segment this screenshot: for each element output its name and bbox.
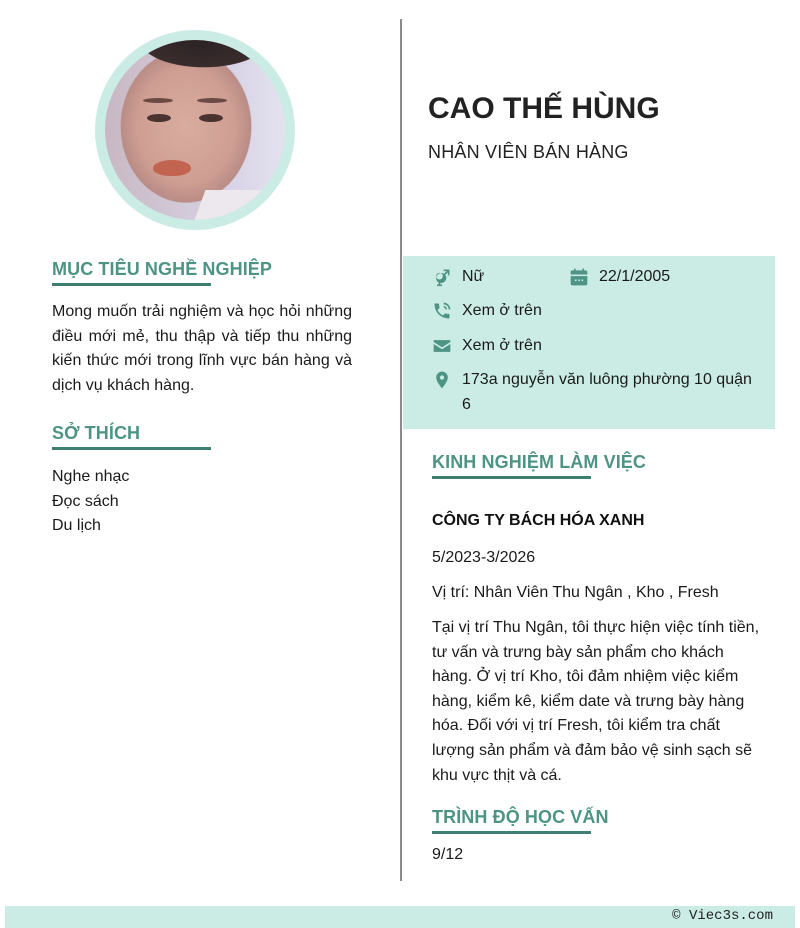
- hobby-item: Du lịch: [52, 517, 101, 535]
- location-pin-icon: [432, 370, 452, 390]
- column-divider: [400, 19, 402, 881]
- hobby-item: Đọc sách: [52, 492, 119, 510]
- birthday-value: 22/1/2005: [599, 268, 671, 285]
- avatar-hair: [105, 40, 285, 100]
- address-value: 173a nguyễn văn luông phường 10 quận 6: [462, 371, 752, 413]
- experience-title: KINH NGHIỆM LÀM VIỆC: [432, 452, 647, 472]
- education-text: 9/12: [432, 846, 464, 863]
- address-row: [432, 368, 752, 417]
- gender-icon: [432, 267, 452, 287]
- education-title: TRÌNH ĐỘ HỌC VẤN: [432, 807, 609, 827]
- job-period: 5/2023-3/2026: [432, 549, 536, 566]
- avatar-eye: [147, 114, 171, 122]
- job-position: Vị trí: Nhân Viên Thu Ngân , Kho , Fresh: [432, 584, 719, 601]
- objective-text: Mong muốn trải nghiệm và học hỏi những điều mới mẻ, thu thập và tiếp thu những kiến thức mới trong lĩnh vực bán hàng và dịch vụ khách hàng.: [52, 303, 352, 394]
- experience-underline: [432, 476, 591, 479]
- phone-value: Xem ở trên: [462, 302, 542, 319]
- objective-title: MỤC TIÊU NGHỀ NGHIỆP: [52, 259, 273, 279]
- candidate-name: CAO THẾ HÙNG: [428, 92, 660, 125]
- email-icon: [432, 336, 452, 356]
- hobbies-underline: [52, 447, 211, 450]
- hobby-item: Nghe nhạc: [52, 468, 130, 485]
- gender-row: [432, 265, 484, 290]
- company-name: CÔNG TY BÁCH HÓA XANH: [432, 512, 645, 529]
- avatar-brow: [197, 98, 227, 103]
- avatar-collar: [195, 190, 285, 220]
- objective-underline: [52, 283, 211, 286]
- hobbies-title: SỞ THÍCH: [52, 423, 141, 443]
- email-value: Xem ở trên: [462, 337, 542, 354]
- gender-value: Nữ: [462, 268, 485, 285]
- avatar-eye: [199, 114, 223, 122]
- footer-copyright: © Viec3s.com: [672, 908, 773, 924]
- education-underline: [432, 831, 591, 834]
- birthday-row: [569, 265, 670, 290]
- hobbies-list: [52, 465, 129, 539]
- email-row: [432, 334, 542, 359]
- avatar-brow: [143, 98, 173, 103]
- footer-bar: [5, 906, 795, 928]
- calendar-icon: [569, 267, 589, 287]
- avatar-lips: [153, 160, 191, 176]
- candidate-job-title: NHÂN VIÊN BÁN HÀNG: [428, 142, 629, 162]
- job-description: Tại vị trí Thu Ngân, tôi thực hiện việc tính tiền, tư vấn và trưng bày sản phẩm cho khách hàng. Ở vị trí Kho, tôi đảm nhiệm việc kiểm hàng, kiểm kê, kiểm date và trưng bày hàng hóa. Đối với vị trí Fresh, tôi kiểm tra chất lượng sản phẩm và đảm bảo vệ sinh sạch sẽ khu vực thịt và cá.: [432, 619, 760, 784]
- avatar: [105, 40, 285, 220]
- phone-icon: [432, 301, 452, 321]
- phone-row: [432, 299, 542, 324]
